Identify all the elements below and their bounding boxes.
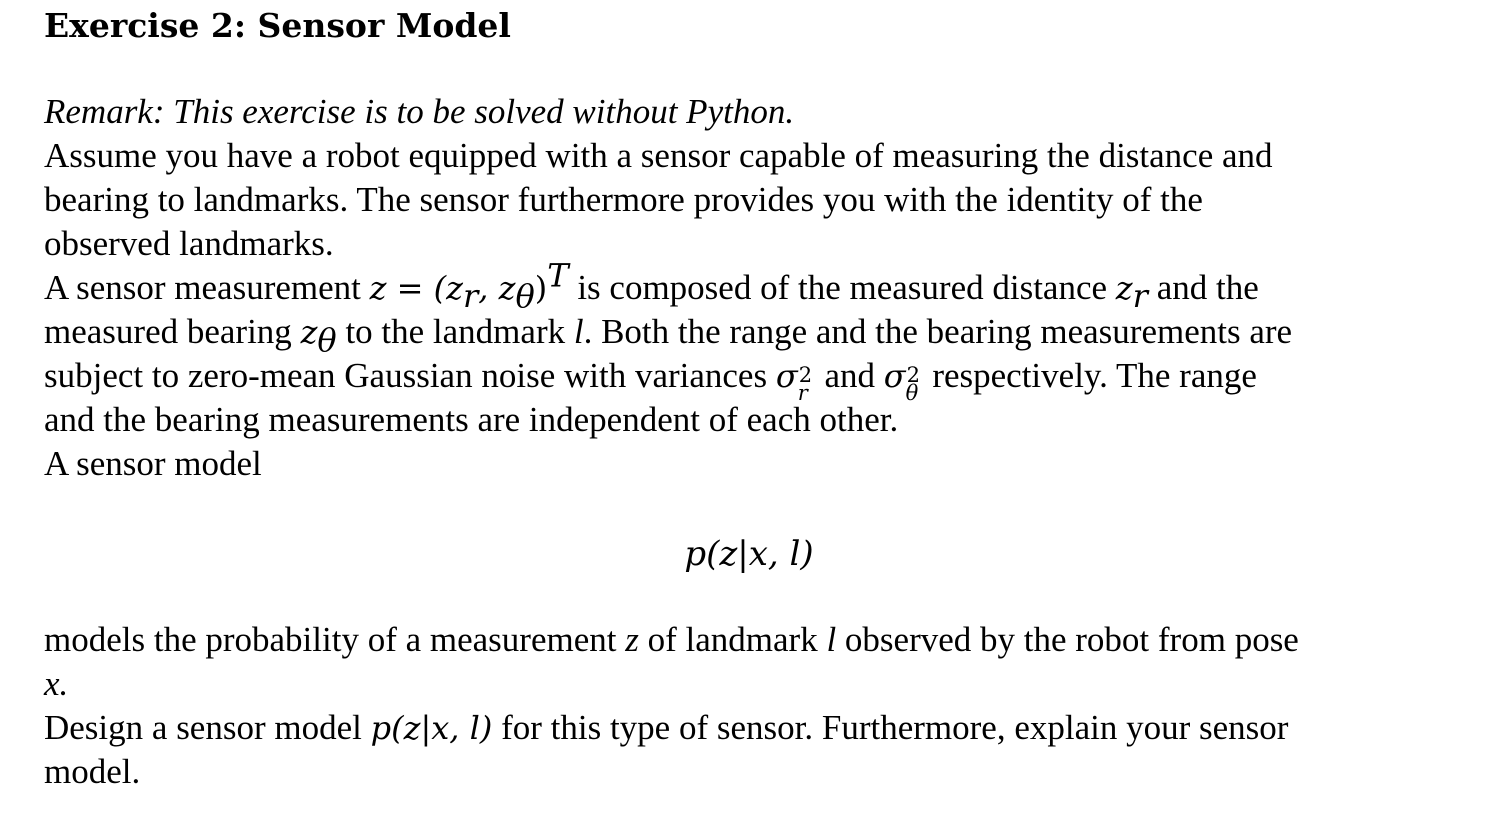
math-sigma-theta: σ <box>883 357 906 395</box>
math-vector-comma: , z <box>478 269 516 307</box>
text-segment: measured bearing <box>44 312 301 351</box>
para1-line3: observed landmarks. <box>44 224 334 263</box>
para2-line3 <box>44 354 1474 405</box>
exercise-tail <box>44 618 1474 794</box>
text-segment: for this type of sensor. Furthermore, explain your sensor <box>492 708 1289 747</box>
text-segment: respectively. The range <box>923 356 1257 395</box>
math-sub-theta: θ <box>317 321 337 359</box>
superscript-2: 2 <box>906 363 920 387</box>
para1-line2: bearing to landmarks. The sensor furthermore provides you with the identity of the <box>44 180 1203 219</box>
math-l: l <box>826 620 837 659</box>
math-zr: z <box>1115 269 1133 307</box>
text-segment: subject to zero-mean Gaussian noise with variances <box>44 356 776 395</box>
text-segment: of landmark <box>638 620 827 659</box>
para3-line1 <box>44 618 1474 662</box>
remark-line: Remark: This exercise is to be solved without Python. <box>44 92 795 131</box>
para4-line1 <box>44 706 1474 750</box>
subscript-theta: θ <box>905 381 919 405</box>
para3-line2: x. <box>44 664 69 703</box>
text-segment: A sensor measurement <box>44 268 370 307</box>
math-sub-theta: θ <box>515 277 535 315</box>
para4-line2: model. <box>44 752 141 791</box>
para2-line5: A sensor model <box>44 444 262 483</box>
exercise-heading: Exercise 2: Sensor Model <box>44 6 511 45</box>
para2-line4: and the bearing measurements are independent of each other. <box>44 400 899 439</box>
para2-line1 <box>44 256 1474 315</box>
math-sigma-r: σ <box>775 357 798 395</box>
math-vector-open: (z <box>433 269 463 307</box>
para1-line1: Assume you have a robot equipped with a sensor capable of measuring the distance and <box>44 136 1273 175</box>
math-sub-r: r <box>1132 277 1148 315</box>
text-segment: and the <box>1147 268 1259 307</box>
superscript-2: 2 <box>798 363 813 387</box>
text-segment: observed by the robot from pose <box>836 620 1299 659</box>
subscript-r: r <box>797 381 808 405</box>
sensor-model-equation: p(z|x, l) <box>684 534 814 574</box>
text-segment: Design a sensor model <box>44 708 371 747</box>
math-z: z <box>625 620 639 659</box>
text-segment: is composed of the measured distance <box>568 268 1116 307</box>
sigma-theta-scripts <box>905 363 924 405</box>
text-segment: to the landmark <box>336 312 574 351</box>
para2-line2 <box>44 310 1474 359</box>
math-vector-close: ) <box>534 269 548 307</box>
inline-equation: p(z|x, l) <box>370 709 493 747</box>
math-z: z <box>369 269 387 307</box>
exercise-body <box>44 90 1474 486</box>
math-z: z <box>300 313 318 351</box>
math-l: l <box>573 312 584 351</box>
math-sub-r: r <box>462 277 479 315</box>
math-equals: = <box>386 269 434 307</box>
sigma-r-scripts <box>797 363 816 405</box>
text-segment: models the probability of a measurement <box>44 620 626 659</box>
text-segment: and <box>815 356 884 395</box>
text-segment: . Both the range and the bearing measurements are <box>583 312 1293 351</box>
math-transpose: T <box>547 256 569 295</box>
